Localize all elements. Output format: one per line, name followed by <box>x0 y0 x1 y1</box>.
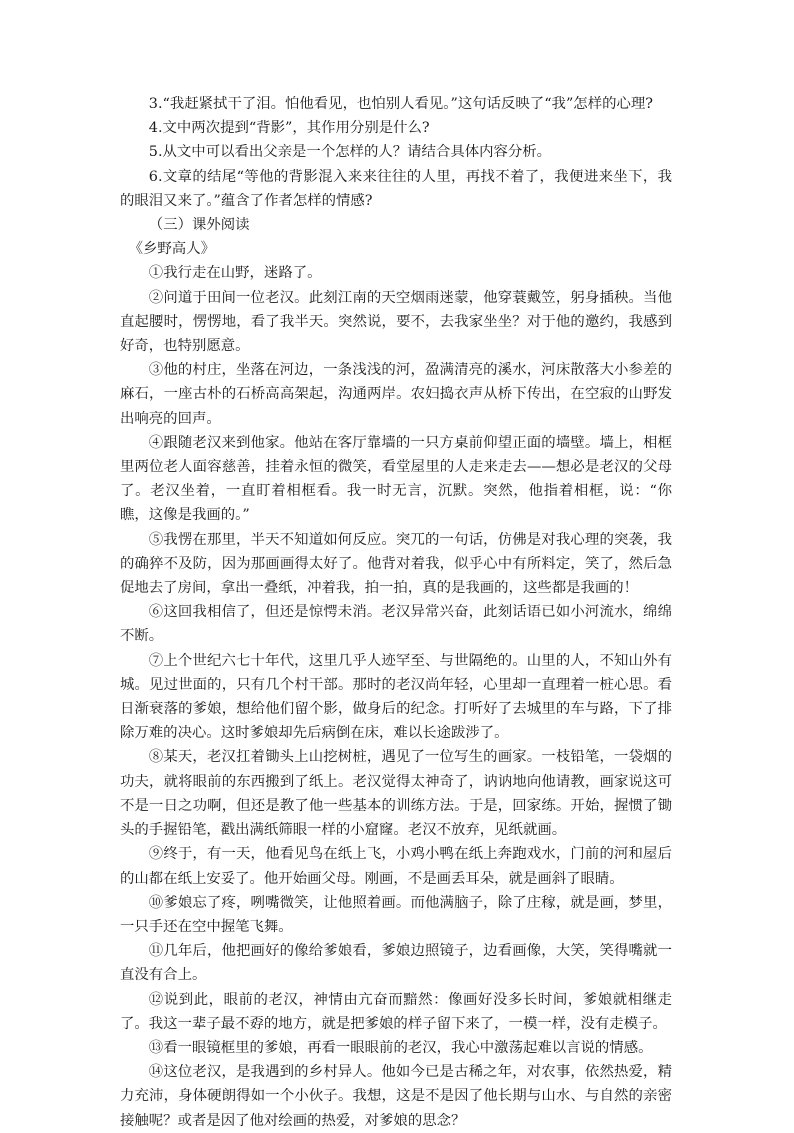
document-page <box>120 92 672 1133</box>
section-heading: （三）课外阅读 <box>148 217 250 234</box>
paragraph-5: ⑤我愣在那里，半天不知道如何反应。突兀的一句话，仿佛是对我心理的突袭，我的确猝不及防，因为那画画得太好了。他背对着我，似乎心中有所料定，笑了，然后急促地去了房间，拿出一叠纸，冲着我，拍一拍，真的是我画的，这些都是我画的！ <box>120 531 672 597</box>
question-5: 5.从文中可以看出父亲是一个怎样的人？请结合具体内容分析。 <box>148 144 552 161</box>
paragraph-6: ⑥这回我相信了，但还是惊愕未消。老汉异常兴奋，此刻话语已如小河流水，绵绵不断。 <box>120 604 672 645</box>
paragraph-4: ④跟随老汉来到他家。他站在客厅靠墙的一只方桌前仰望正面的墙壁。墙上，相框里两位老人面容慈善，挂着永恒的微笑，看堂屋里的人走来走去——想必是老汉的父母了。老汉坐着，一直盯着相框看。我一时无言，沉默。突然，他指着相框，说：“你瞧，这像是我画的。” <box>120 434 672 524</box>
paragraph-11: ⑪几年后，他把画好的像给爹娘看，爹娘边照镜子，边看画像，大笑，笑得嘴就一直没有合上。 <box>120 943 672 984</box>
paragraph-7: ⑦上个世纪六七十年代，这里几乎人迹罕至、与世隔绝的。山里的人，不知山外有城。见过世面的，只有几个村干部。那时的老汉尚年轻，心里却一直理着一桩心思。看日渐衰落的爹娘，想给他们留个影，做身后的纪念。打听好了去城里的车与路，下了排除万难的决心。这时爹娘却先后病倒在床，难以长途跋涉了。 <box>120 652 672 742</box>
paragraph-13: ⑬看一眼镜框里的爹娘，再看一眼眼前的老汉，我心中激荡起难以言说的情感。 <box>148 1039 653 1056</box>
paragraph-1: ①我行走在山野，迷路了。 <box>148 265 322 282</box>
paragraph-10: ⑩爹娘忘了疼，咧嘴微笑，让他照着画。而他满脑子，除了庄稼，就是画，梦里，一只手还在空中握笔飞舞。 <box>120 894 672 935</box>
article-title: 《乡野高人》 <box>128 241 215 258</box>
question-6: 6.文章的结尾“等他的背影混入来来往往的人里，再找不着了，我便进来坐下，我的眼泪又来了。”蕴含了作者怎样的情感? <box>120 168 672 209</box>
question-4: 4.文中两次提到“背影”，其作用分别是什么? <box>148 120 430 137</box>
paragraph-8: ⑧某天，老汉扛着锄头上山挖树桩，遇见了一位写生的画家。一枝铅笔，一袋烟的功夫，就将眼前的东西搬到了纸上。老汉觉得太神奇了，讷讷地向他请教，画家说这可不是一日之功啊，但还是教了他一些基本的训练方法。于是，回家练。开始，握惯了锄头的手握铅笔，戳出满纸筛眼一样的小窟窿。老汉不放弃，见纸就画。 <box>120 749 672 839</box>
paragraph-9: ⑨终于，有一天，他看见鸟在纸上飞，小鸡小鸭在纸上奔跑戏水，门前的河和屋后的山都在纸上安妥了。他开始画父母。刚画，不是画丢耳朵，就是画斜了眼睛。 <box>120 846 672 887</box>
paragraph-12: ⑫说到此，眼前的老汉，神情由亢奋而黯然：像画好没多长时间，爹娘就相继走了。我这一辈子最不孬的地方，就是把爹娘的样子留下来了，一模一样，没有走模子。 <box>120 991 672 1032</box>
paragraph-3: ③他的村庄，坐落在河边，一条浅浅的河，盈满清亮的溪水，河床散落大小参差的麻石，一座古朴的石桥高高架起，沟通两岸。农妇捣衣声从桥下传出，在空寂的山野发出响亮的回声。 <box>120 362 672 427</box>
paragraph-2: ②问道于田间一位老汉。此刻江南的天空烟雨迷蒙，他穿蓑戴笠，躬身插秧。当他直起腰时，愣愣地，看了我半天。突然说，要不，去我家坐坐？对于他的邀约，我感到好奇，也特别愿意。 <box>120 289 672 355</box>
question-3: 3.“我赶紧拭干了泪。怕他看见，也怕别人看见。”这句话反映了“我”怎样的心理? <box>148 96 653 112</box>
paragraph-14: ⑭这位老汉，是我遇到的乡村异人。他如今已是古稀之年，对农事，依然热爱，精力充沛，身体硬朗得如一个小伙子。我想，这是不是因了他长期与山水、与自然的亲密接触呢？或者是因了他对绘画的热爱，对爹娘的思念？ <box>120 1064 672 1129</box>
